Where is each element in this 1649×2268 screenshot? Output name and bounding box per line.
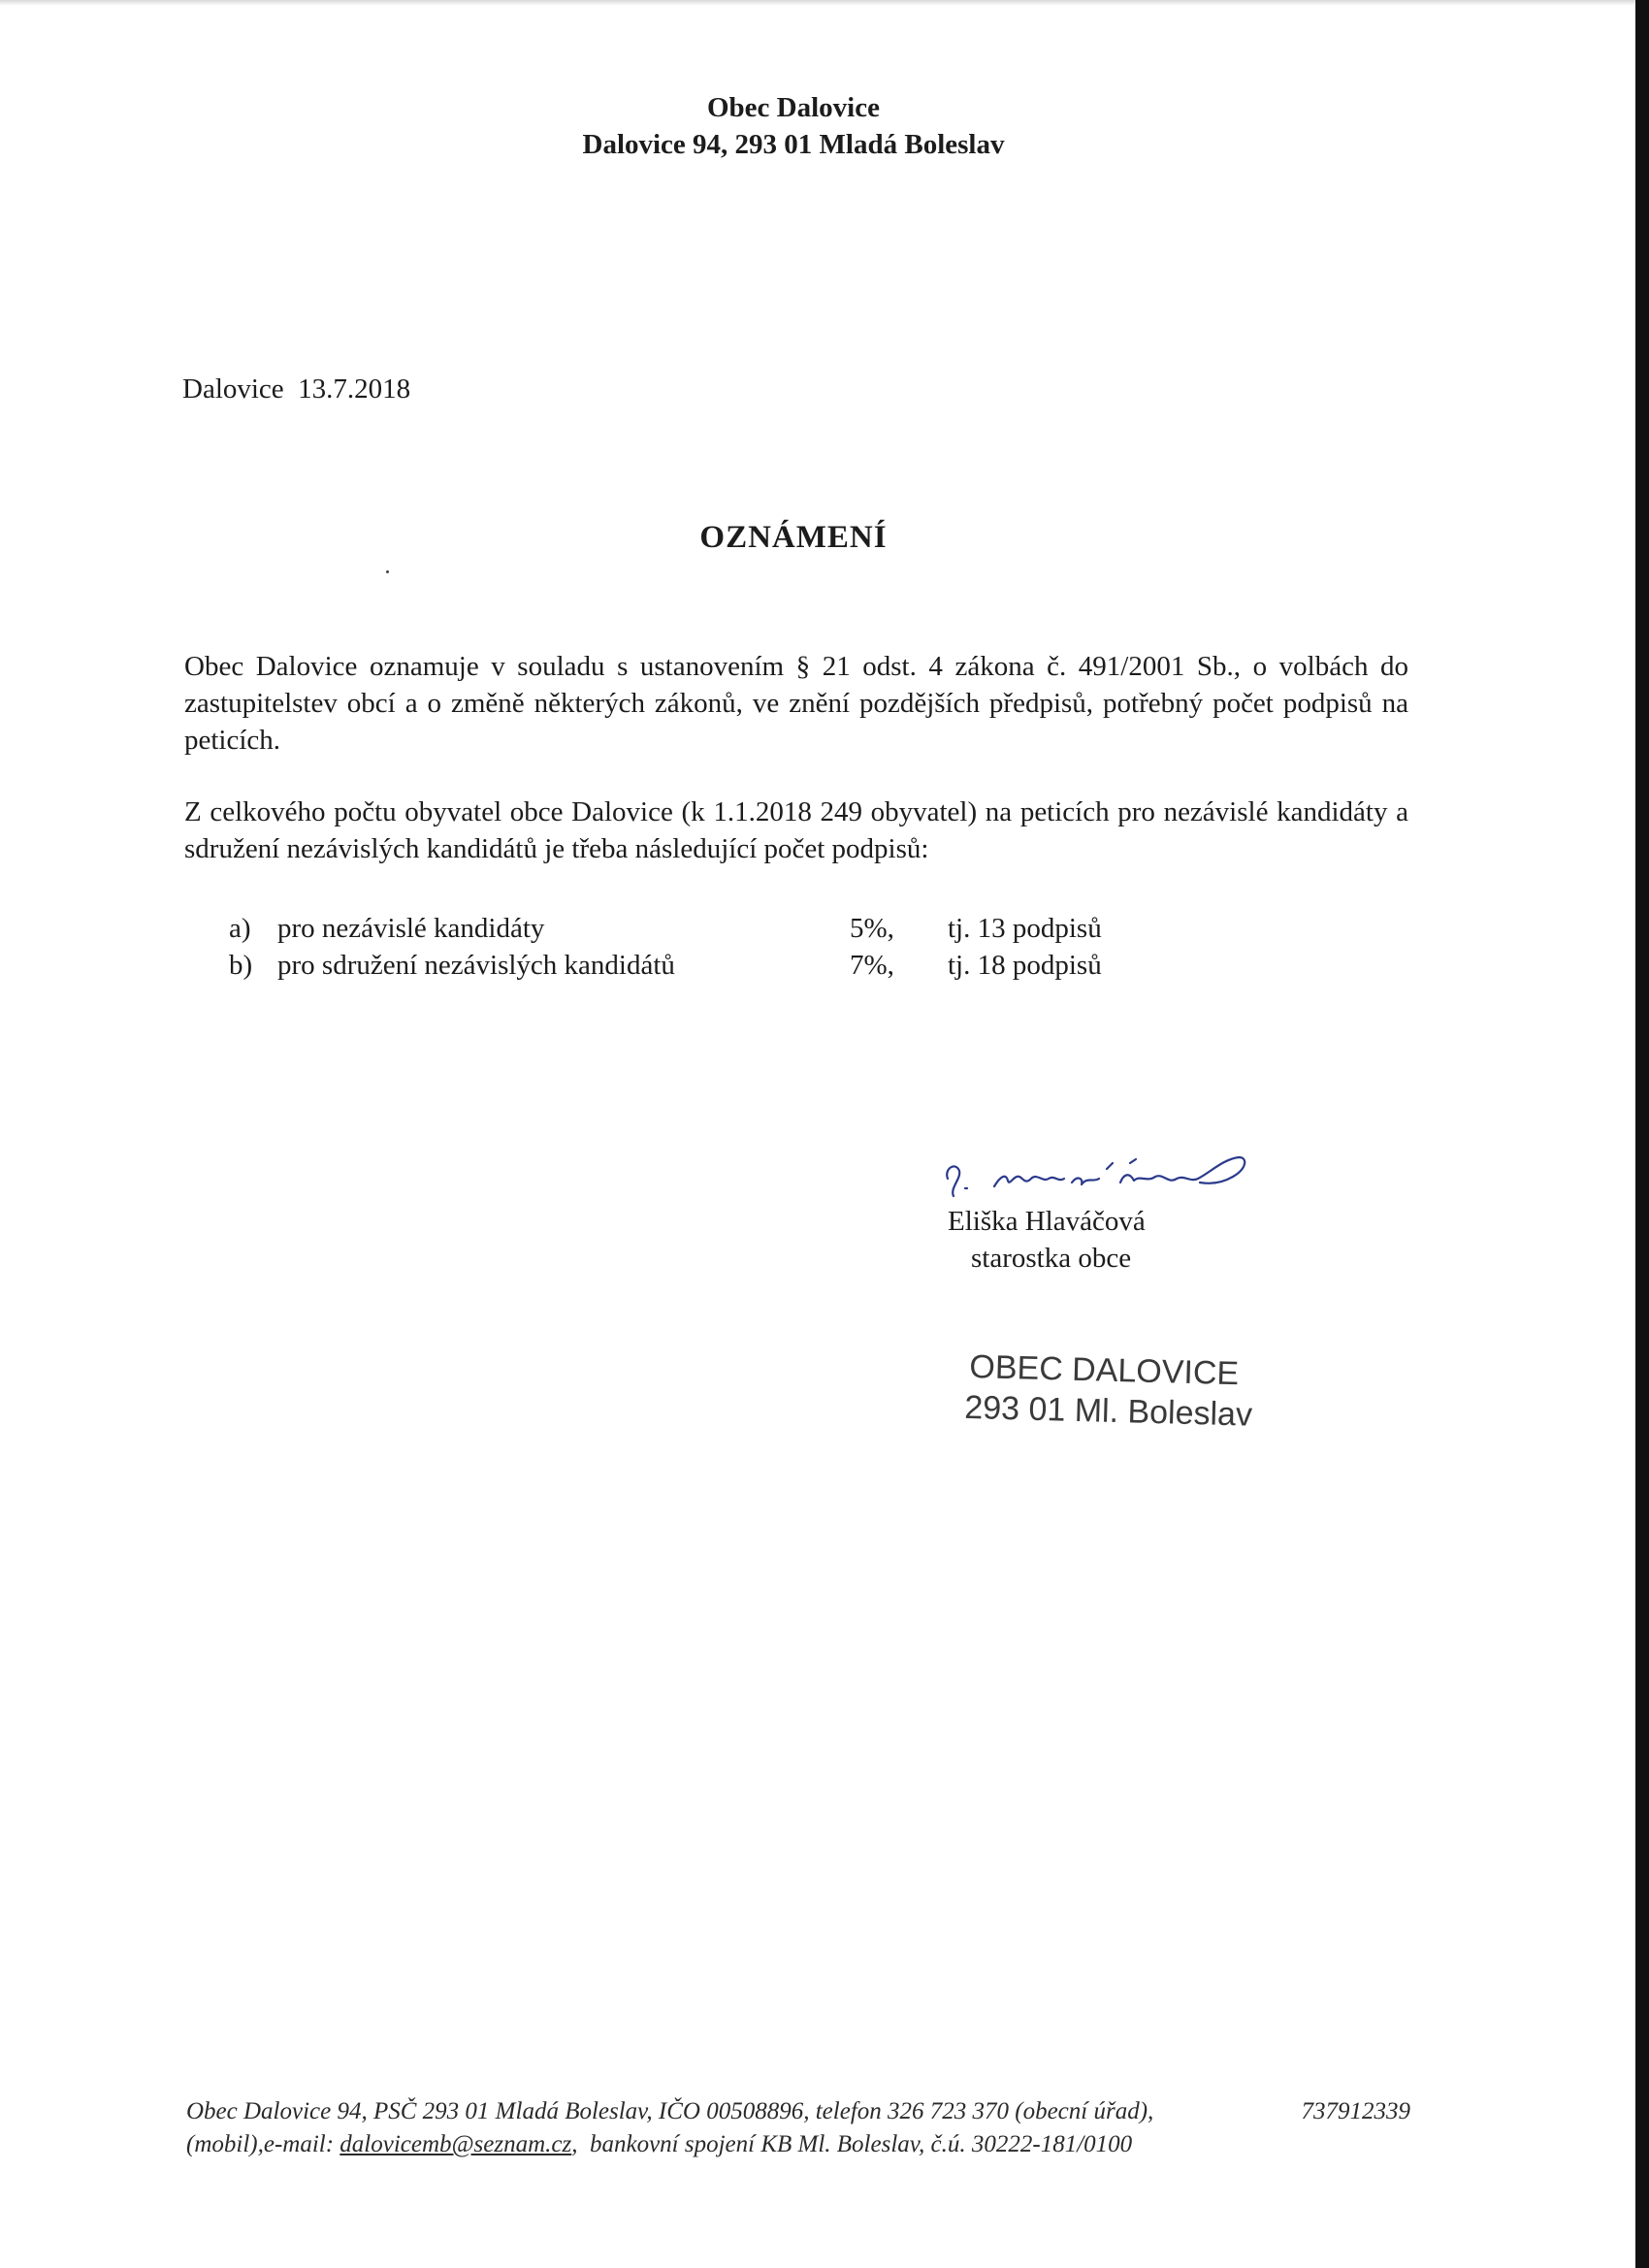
scan-right-edge — [1635, 0, 1649, 2268]
signature-requirements-list — [229, 910, 1199, 984]
list-item — [229, 910, 1199, 947]
list-item — [229, 947, 1199, 984]
signatory-name: Eliška Hlaváčová — [948, 1206, 1146, 1237]
scan-speck — [386, 570, 389, 573]
page-title: OZNÁMENÍ — [699, 520, 888, 555]
footer — [186, 2095, 1410, 2161]
announcement-paragraph: Obec Dalovice oznamuje v souladu s ustanovením § 21 odst. 4 zákona č. 491/2001 Sb., o volbách do zastupitelstev obcí a o změně některých zákonů, ve znění pozdějších předpisů, potřebný počet podpisů na peticích. — [184, 651, 1408, 756]
list-item-percent: 7%, — [850, 950, 894, 981]
stamp-line-2: 293 01 Ml. Boleslav — [963, 1388, 1253, 1434]
signatory-role: starostka obce — [971, 1243, 1132, 1274]
document-date: Dalovice 13.7.2018 — [182, 373, 411, 405]
list-item-count: tj. 13 podpisů — [948, 913, 1102, 944]
list-item-text: pro sdružení nezávislých kandidátů — [277, 950, 675, 981]
municipality-name: Obec Dalovice — [707, 92, 880, 123]
footer-contact-line: Obec Dalovice 94, PSČ 293 01 Mladá Boleslav, IČO 00508896, telefon 326 723 370 (obecní úřad), — [186, 2098, 1154, 2124]
population-paragraph: Z celkového počtu obyvatel obce Dalovice (k 1.1.2018 249 obyvatel) na peticích pro nezávislé kandidáty a sdružení nezávislých kandidátů je třeba následující počet podpisů: — [184, 796, 1408, 864]
list-item-letter: b) — [229, 950, 253, 981]
letterhead — [0, 89, 1587, 163]
footer-mobile-number: 737912339 — [1301, 2098, 1410, 2124]
footer-email-link[interactable]: dalovicemb@seznam.cz — [340, 2131, 572, 2157]
list-item-count: tj. 18 podpisů — [948, 950, 1102, 981]
footer-bank-details: , bankovní spojení KB Ml. Boleslav, č.ú. 30222-181/0100 — [571, 2131, 1133, 2157]
list-item-text: pro nezávislé kandidáty — [277, 913, 545, 944]
list-item-letter: a) — [229, 913, 251, 944]
handwritten-signature — [936, 1140, 1256, 1208]
scan-top-edge — [0, 0, 1635, 6]
footer-mobile-label: (mobil),e-mail: — [186, 2131, 340, 2157]
stamp-line-1: OBEC DALOVICE — [968, 1347, 1240, 1393]
municipality-address: Dalovice 94, 293 01 Mladá Boleslav — [582, 129, 1005, 160]
signatory — [948, 1203, 1146, 1277]
official-stamp — [963, 1346, 1254, 1436]
list-item-percent: 5%, — [850, 913, 894, 944]
